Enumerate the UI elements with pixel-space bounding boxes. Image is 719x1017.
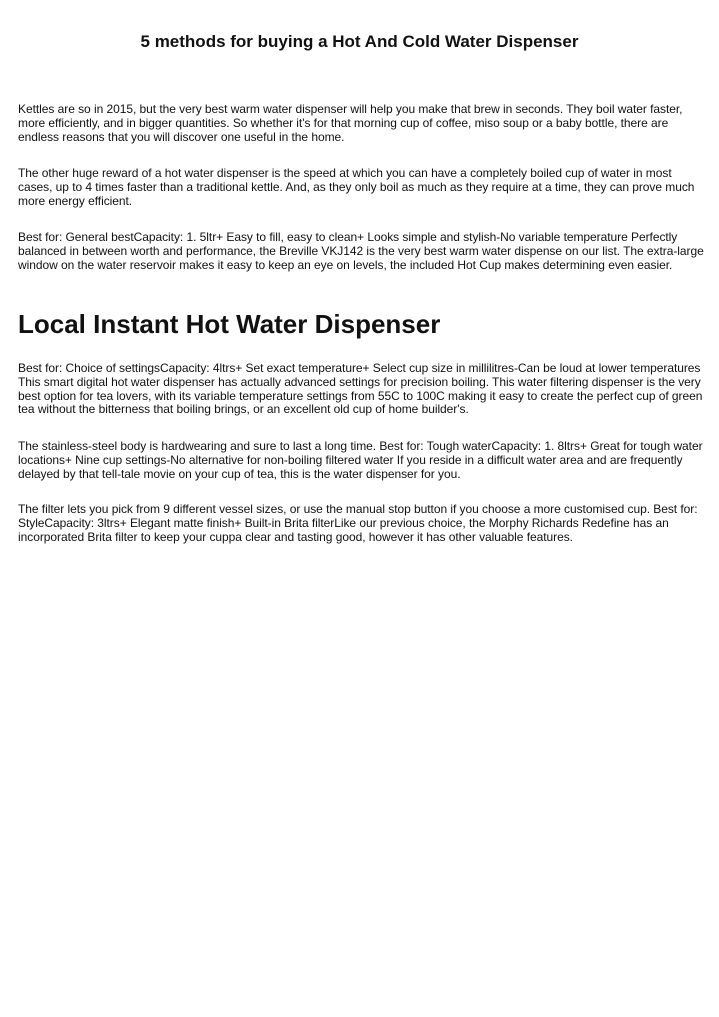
section-paragraph-1: Best for: Choice of settingsCapacity: 4ltrs+ Set exact temperature+ Select cup size in millilitres-Can be loud at lower temperatures This smart digital hot water dispenser has actually advanced settings for precision boiling. This water filtering dispenser is the very best option for tea lovers, with its variable temperature settings from 55C to 100C making it easy to create the perfect cup of green tea without the bitterness that boiling brings, or an excellent old cup of home builder's. (18, 361, 703, 417)
section-paragraph-3: The filter lets you pick from 9 different vessel sizes, or use the manual stop button if you choose a more customised cup. Best for: StyleCapacity: 3ltrs+ Elegant matte finish+ Built-in Brita filterLike our previous choice, the Morphy Richards Redefine has an incorporated Brita filter to keep your cuppa clear and tasting good, however it has other valuable features. (18, 502, 698, 544)
intro-paragraph-1: Kettles are so in 2015, but the very best warm water dispenser will help you make that brew in seconds. They boil water faster, more efficiently, and in bigger quantities. So whether it's for that morning cup of coffee, miso soup or a baby bottle, there are endless reasons that you will discover one useful in the home. (18, 102, 683, 144)
section-heading: Local Instant Hot Water Dispenser (18, 309, 441, 339)
document-title: 5 methods for buying a Hot And Cold Water Dispenser (140, 32, 579, 51)
section-paragraph-2: The stainless-steel body is hardwearing and sure to last a long time. Best for: Tough waterCapacity: 1. 8ltrs+ Great for tough water locations+ Nine cup settings-No alternative for non-boiling filtered water If you reside in a difficult water area and are frequently delayed by that tell-tale movie on your cup of tea, this is the water dispenser for you. (18, 439, 703, 481)
intro-paragraph-2: The other huge reward of a hot water dispenser is the speed at which you can have a completely boiled cup of water in most cases, up to 4 times faster than a traditional kettle. And, as they only boil as much as they require at a time, they can prove much more energy efficient. (18, 166, 695, 208)
intro-paragraph-3: Best for: General bestCapacity: 1. 5ltr+ Easy to fill, easy to clean+ Looks simple and stylish-No variable temperature Perfectly balanced in between worth and performance, the Breville VKJ142 is the very best warm water dispense on our list. The extra-large window on the water reservoir makes it easy to keep an eye on levels, the included Hot Cup makes determining even easier. (18, 230, 704, 272)
